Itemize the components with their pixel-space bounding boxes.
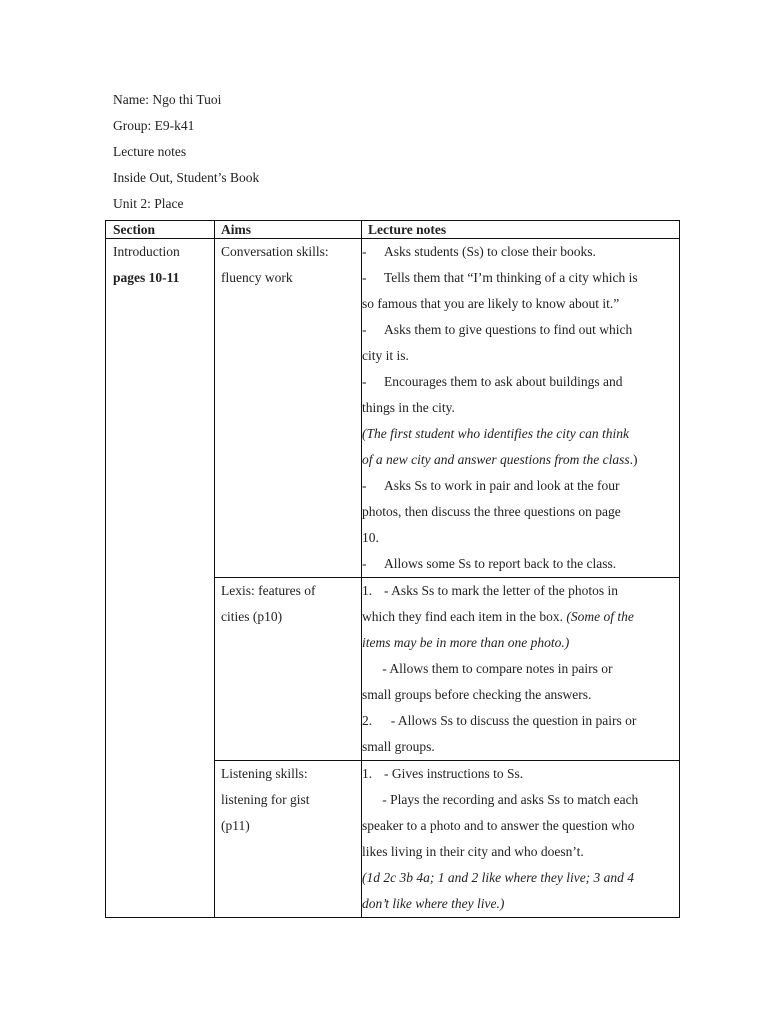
note-text: Asks students (Ss) to close their books. [384, 244, 596, 259]
note-line [362, 395, 677, 421]
note-line [362, 291, 677, 317]
lecture-notes-cell [362, 239, 680, 578]
aim-line: Lexis: features of [221, 583, 316, 598]
aim-line: Conversation skills: [221, 244, 329, 259]
note-marker: - [362, 244, 367, 259]
note-text: - Allows them to compare notes in pairs or [362, 661, 613, 676]
note-text: Allows some Ss to report back to the class. [384, 556, 617, 571]
note-marker: 1. [362, 766, 373, 781]
note-line [362, 525, 677, 551]
note-text: likes living in their city and who doesn’t. [362, 844, 584, 859]
note-marker: 1. [362, 583, 373, 598]
aims-cell [215, 578, 362, 761]
note-line [362, 239, 677, 265]
note-line [362, 708, 677, 734]
section-title: Introduction [113, 244, 180, 259]
note-text: - Gives instructions to Ss. [384, 766, 524, 781]
note-text: speaker to a photo and to answer the question who [362, 818, 635, 833]
note-text: city it is. [362, 348, 409, 363]
note-line [362, 421, 677, 447]
note-text: items may be in more than one photo.) [362, 635, 570, 650]
note-text: small groups before checking the answers. [362, 687, 592, 702]
note-text: - Plays the recording and asks Ss to match each [362, 792, 639, 807]
aim-line: Listening skills: [221, 766, 308, 781]
note-text: so famous that you are likely to know about it.” [362, 296, 620, 311]
note-marker: - [362, 478, 367, 493]
note-line [362, 578, 677, 604]
column-header-aims: Aims [215, 221, 362, 239]
aims-cell [215, 761, 362, 918]
note-marker: - [362, 556, 367, 571]
note-line [362, 499, 677, 525]
aims-cell [215, 239, 362, 578]
lecture-notes-table [105, 220, 680, 918]
column-header-section: Section [106, 221, 215, 239]
lecture-notes-cell [362, 578, 680, 761]
section-pages: pages 10-11 [113, 270, 180, 285]
note-line [362, 761, 677, 787]
lecture-notes-cell [362, 761, 680, 918]
note-text: photos, then discuss the three questions on page [362, 504, 621, 519]
note-text: Tells them that “I’m thinking of a city which is [384, 270, 638, 285]
column-header-lecture-notes: Lecture notes [362, 221, 680, 239]
note-line [362, 630, 677, 656]
note-text: 10. [362, 530, 379, 545]
note-line [362, 682, 677, 708]
note-line [362, 813, 677, 839]
note-line [362, 317, 677, 343]
document-header [113, 89, 259, 219]
student-group: Group: E9-k41 [113, 118, 195, 133]
note-marker: 2. [362, 713, 373, 728]
table-header-row [106, 221, 680, 239]
note-text: small groups. [362, 739, 435, 754]
note-text: of a new city and answer questions from the class [362, 452, 630, 467]
note-line [362, 656, 677, 682]
note-suffix: .) [629, 452, 638, 467]
note-marker: - [362, 322, 367, 337]
note-text: Asks them to give questions to find out which [384, 322, 633, 337]
section-cell [106, 239, 215, 918]
note-text: - Asks Ss to mark the letter of the photos in [384, 583, 618, 598]
note-text: don’t like where they live.) [362, 896, 505, 911]
note-line [362, 734, 677, 760]
aim-line: (p11) [221, 818, 250, 833]
document-type: Lecture notes [113, 144, 187, 159]
aim-line: listening for gist [221, 792, 310, 807]
note-line [362, 447, 677, 473]
aim-line: cities (p10) [221, 609, 283, 624]
note-line [362, 787, 677, 813]
note-line [362, 265, 677, 291]
note-text: Encourages them to ask about buildings and [384, 374, 623, 389]
note-line [362, 369, 677, 395]
table-row [106, 239, 680, 578]
book-title: Inside Out, Student’s Book [113, 170, 260, 185]
note-line [362, 604, 677, 630]
note-line [362, 343, 677, 369]
note-text: (1d 2c 3b 4a; 1 and 2 like where they live; 3 and 4 [362, 870, 635, 885]
note-text: (The first student who identifies the city can think [362, 426, 629, 441]
aim-line: fluency work [221, 270, 293, 285]
note-marker: - [362, 374, 367, 389]
note-text: which they find each item in the box. [362, 609, 563, 624]
note-text: Asks Ss to work in pair and look at the four [384, 478, 620, 493]
note-text: - Allows Ss to discuss the question in pairs or [384, 713, 637, 728]
note-line [362, 865, 677, 891]
note-line [362, 551, 677, 577]
student-name: Name: Ngo thi Tuoi [113, 92, 222, 107]
note-text: things in the city. [362, 400, 455, 415]
note-text-italic: (Some of the [562, 609, 634, 624]
note-line [362, 473, 677, 499]
unit-title: Unit 2: Place [113, 196, 184, 211]
note-line [362, 891, 677, 917]
note-marker: - [362, 270, 367, 285]
note-line [362, 839, 677, 865]
